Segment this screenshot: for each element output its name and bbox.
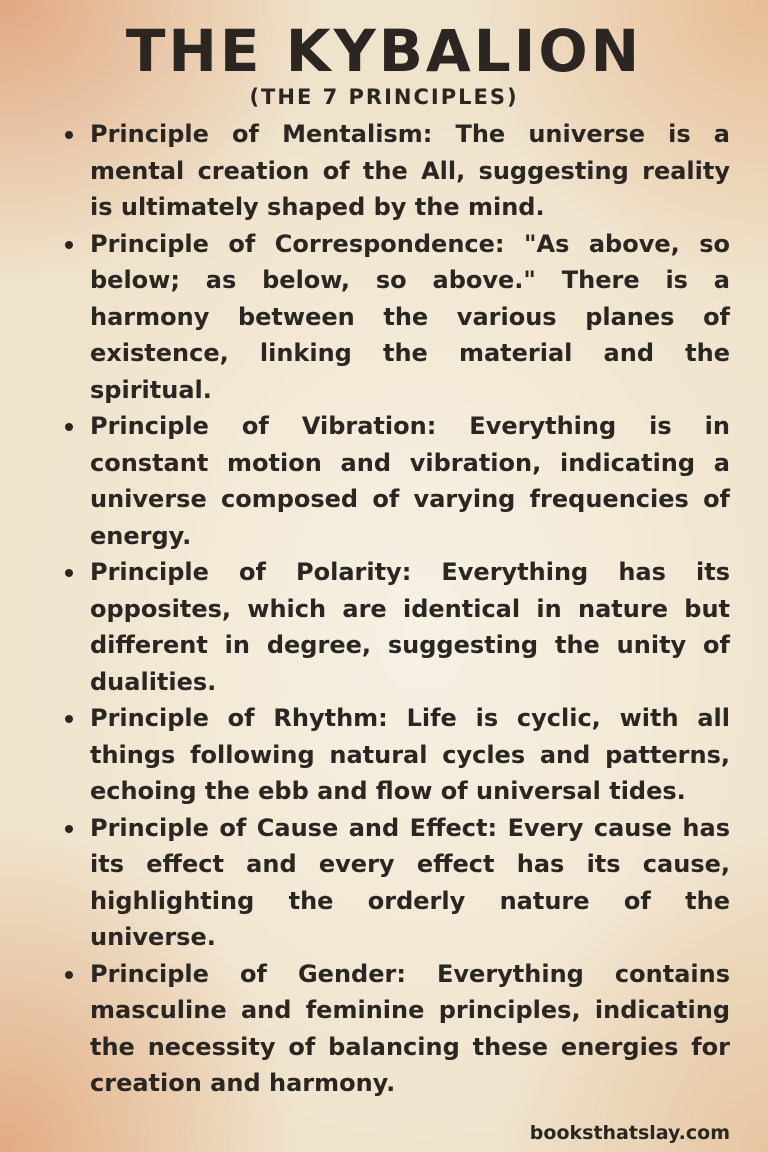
- principle-text: Principle of Polarity: Everything has its opposites, which are identical in nature but different in degree, suggesting the unity of dualities.: [90, 558, 730, 696]
- list-item: [60, 226, 730, 409]
- principle-text: Principle of Mentalism: The universe is a mental creation of the All, suggesting reality is ultimately shaped by the mind.: [90, 120, 730, 221]
- list-item: [60, 700, 730, 810]
- list-item: [60, 810, 730, 956]
- bullet-icon: [65, 569, 73, 577]
- list-item: [60, 116, 730, 226]
- principle-text: Principle of Gender: Everything contains masculine and feminine principles, indicating the necessity of balancing these energies for creation and harmony.: [90, 959, 730, 1097]
- list-item: [60, 554, 730, 700]
- bullet-icon: [65, 423, 73, 431]
- list-item: [60, 408, 730, 554]
- bullet-icon: [65, 825, 73, 833]
- list-item: [60, 956, 730, 1102]
- principles-list: [60, 116, 730, 1102]
- site-credit: booksthatslay.com: [529, 1122, 730, 1144]
- principle-text: Principle of Correspondence: "As above, so below; as below, so above." There is a harmony between the various planes of existence, linking the material and the spiritual.: [90, 229, 730, 404]
- bullet-icon: [65, 715, 73, 723]
- page-subtitle: (THE 7 PRINCIPLES): [249, 85, 519, 109]
- principle-text: Principle of Vibration: Everything is in constant motion and vibration, indicating a universe composed of varying frequencies of energy.: [90, 412, 730, 550]
- bullet-icon: [65, 241, 73, 249]
- page-title: THE KYBALION: [125, 17, 643, 85]
- principle-text: Principle of Cause and Effect: Every cause has its effect and every effect has its cause, highlighting the orderly nature of the universe.: [90, 813, 730, 951]
- bullet-icon: [65, 971, 73, 979]
- bullet-icon: [65, 131, 73, 139]
- principle-text: Principle of Rhythm: Life is cyclic, with all things following natural cycles and patterns, echoing the ebb and flow of universal tides.: [90, 704, 730, 805]
